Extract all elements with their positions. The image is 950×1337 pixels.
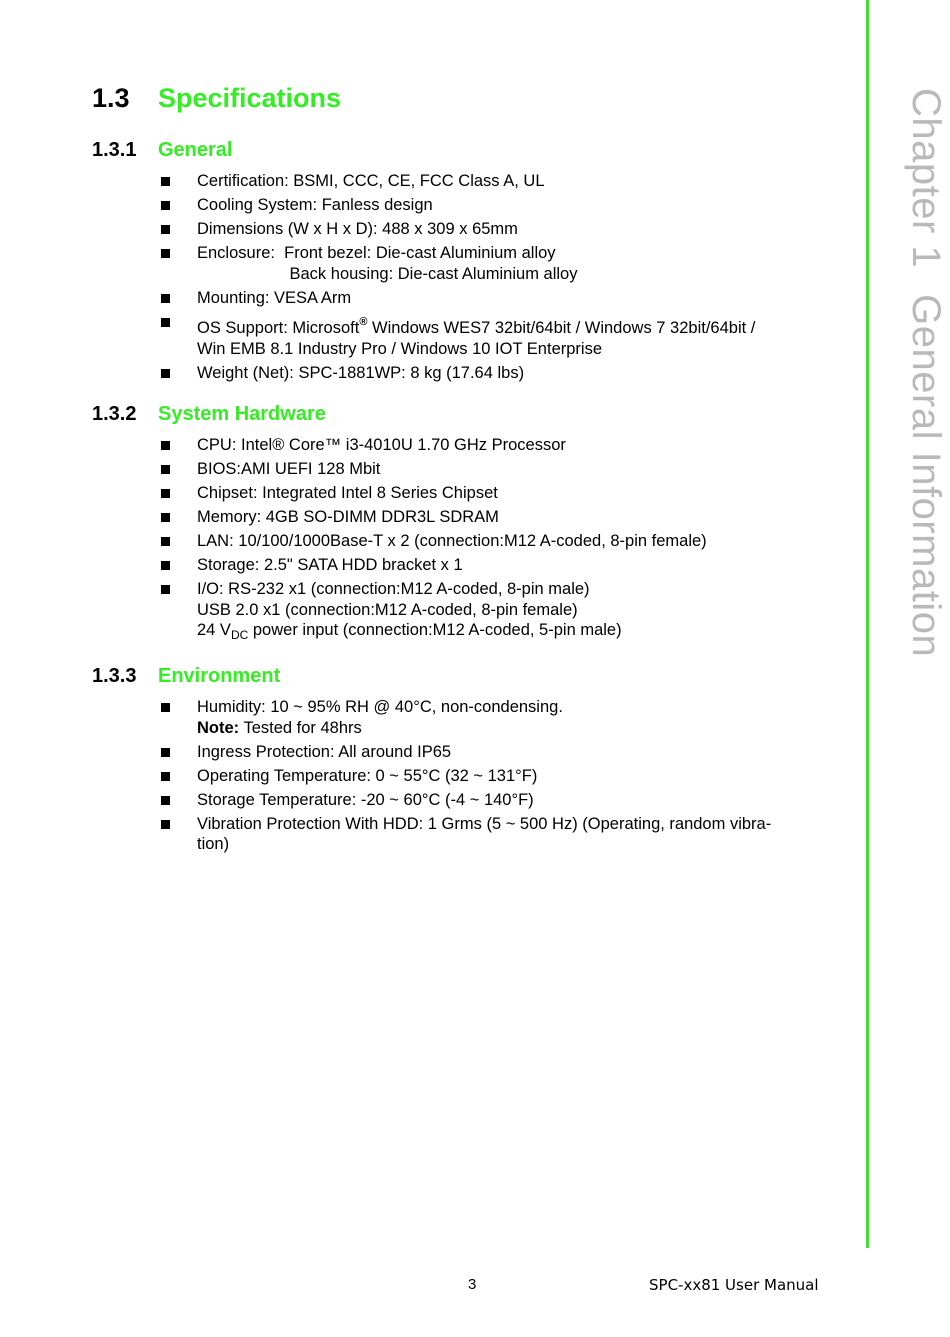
list-item: Humidity: 10 ~ 95% RH @ 40°C, non-condensing. Note: Tested for 48hrs — [160, 697, 810, 738]
general-number: 1.3.1 — [92, 139, 137, 161]
chapter-tab — [903, 88, 948, 657]
list-item: Dimensions (W x H x D): 488 x 309 x 65mm — [160, 219, 810, 240]
list-item: Ingress Protection: All around IP65 — [160, 742, 810, 763]
hardware-heading — [92, 403, 326, 426]
section-title: Specifications — [158, 83, 342, 113]
list-item: Enclosure: Front bezel: Die-cast Aluminium alloy Back housing: Die-cast Aluminium alloy — [160, 243, 810, 284]
list-item: CPU: Intel® Core™ i3-4010U 1.70 GHz Processor — [160, 435, 810, 456]
list-item: Chipset: Integrated Intel 8 Series Chipset — [160, 483, 810, 504]
hardware-number: 1.3.2 — [92, 403, 137, 425]
general-heading — [92, 139, 232, 162]
hardware-title: System Hardware — [158, 403, 326, 425]
manual-title: SPC-xx81 User Manual — [649, 1276, 819, 1294]
list-item: OS Support: Microsoft® Windows WES7 32bit/64bit / Windows 7 32bit/64bit / Win EMB 8.1 Industry Pro / Windows 10 IOT Enterprise — [160, 312, 810, 359]
chapter-label: Chapter 1 — [904, 88, 948, 269]
list-item: Operating Temperature: 0 ~ 55°C (32 ~ 131°F) — [160, 766, 810, 787]
general-list — [160, 171, 810, 387]
environment-title: Environment — [158, 665, 281, 687]
list-item: LAN: 10/100/1000Base-T x 2 (connection:M12 A-coded, 8-pin female) — [160, 531, 810, 552]
section-number: 1.3 — [92, 83, 130, 113]
list-item: Weight (Net): SPC-1881WP: 8 kg (17.64 lbs) — [160, 363, 810, 384]
section-heading — [92, 83, 341, 114]
environment-list — [160, 697, 810, 858]
list-item: Vibration Protection With HDD: 1 Grms (5 ~ 500 Hz) (Operating, random vibra- tion) — [160, 814, 810, 855]
list-item: Memory: 4GB SO-DIMM DDR3L SDRAM — [160, 507, 810, 528]
general-title: General — [158, 139, 233, 161]
page-number: 3 — [468, 1276, 477, 1293]
list-item: Certification: BSMI, CCC, CE, FCC Class A, UL — [160, 171, 810, 192]
sidebar-rule — [866, 0, 869, 1248]
list-item: Mounting: VESA Arm — [160, 288, 810, 309]
list-item: Storage Temperature: -20 ~ 60°C (-4 ~ 140°F) — [160, 790, 810, 811]
environment-heading — [92, 665, 280, 688]
list-item: I/O: RS-232 x1 (connection:M12 A-coded, 8-pin male) USB 2.0 x1 (connection:M12 A-coded, 8-pin female) 24 $V_{DC}$ power input (connection:M12 A-coded, 5-pin male) — [160, 579, 810, 646]
list-item: Cooling System: Fanless design — [160, 195, 810, 216]
chapter-title: General Information — [904, 294, 948, 658]
list-item: Storage: 2.5" SATA HDD bracket x 1 — [160, 555, 810, 576]
hardware-list — [160, 435, 810, 649]
environment-number: 1.3.3 — [92, 665, 137, 687]
list-item: BIOS:AMI UEFI 128 Mbit — [160, 459, 810, 480]
